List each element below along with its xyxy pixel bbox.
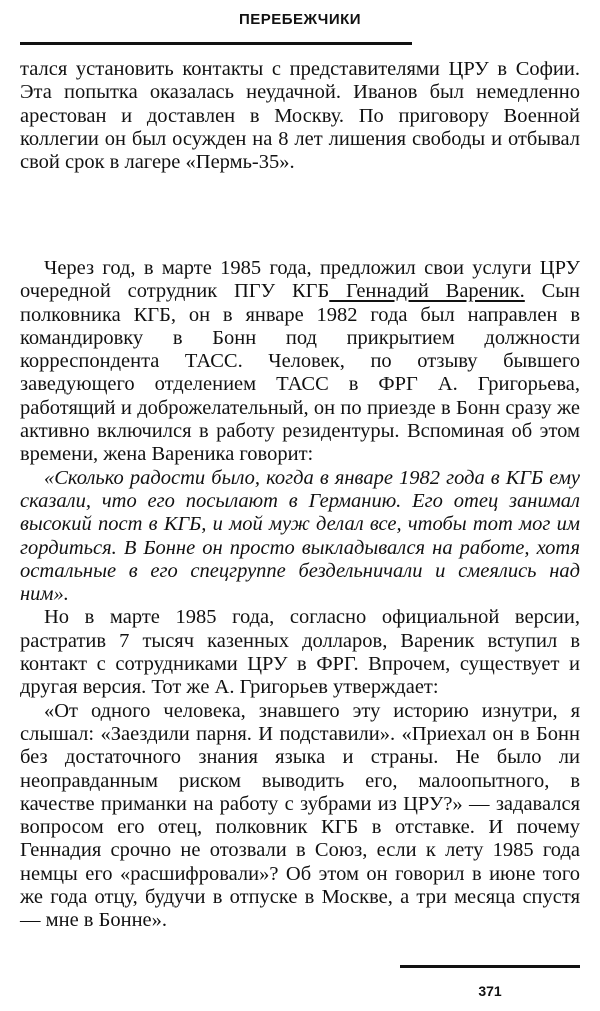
footer-rule xyxy=(400,965,580,968)
paragraph-varenik-intro-start: Через год, в марте 1985 года, предложил свои услуги ЦРУ очередной сотрудник ПГУ КГБ xyxy=(20,257,580,303)
paragraph-official-version: Но в марте 1985 года, согласно официальной версии, растратив 7 тысяч казенных долларов, Вареник вступил в контакт с сотрудниками ЦРУ в ФРГ. Впрочем, существует и другая версия. Тот же А. Григорьев утверждает: xyxy=(20,606,580,699)
paragraph-continuation: тался установить контакты с представителями ЦРУ в Софии. Эта попытка оказалась неудачной. Иванов был немедленно арестован и доставлен в Москву. По приговору Военной коллегии он был осужден на 8 лет лишения свободы и отбывал свой срок в лагере «Пермь-35». xyxy=(20,58,580,174)
running-title: ПЕРЕБЕЖЧИКИ xyxy=(238,11,362,28)
text-block-main xyxy=(20,257,580,933)
paragraph-varenik-intro xyxy=(20,257,580,467)
underlined-name: Геннадий Вареник. xyxy=(329,280,525,303)
paragraph-grigoriev-quote: «От одного человека, знавшего эту историю изнутри, я слышал: «Заездили парня. И подставили». «Приехал он в Бонн без достаточного знания языка и страны. Не было ли неоправданным риском выводить его, малоопытного, в качестве приманки на работу с зубрами из ЦРУ?» — задавался вопросом его отец, полковник КГБ в отставке. И почему Геннадия срочно не отозвали в Союз, если к лету 1985 года немцы его «расшифровали»? Об этом он говорил в июне того же года отцу, будучи в отпуске в Москве, а три месяца спустя — мне в Бонне». xyxy=(20,699,580,932)
page-number: 371 xyxy=(478,983,502,999)
text-block-top xyxy=(20,58,580,174)
paragraph-wife-quote: «Сколько радости было, когда в январе 1982 года в КГБ ему сказали, что его посылают в Германию. Его отец занимал высокий пост в КГБ, и мой муж делал все, чтобы тот мог им гордиться. В Бонне он просто выкладывался на работе, хотя остальные в его спецгруппе бездельничали и смеялись над ним». xyxy=(20,466,580,606)
paragraph-varenik-intro-rest: Сын полковника КГБ, он в январе 1982 года был направлен в командировку в Бонн под прикрытием должности корреспондента ТАСС. Человек, по отзыву бывшего заведующего отделением ТАСС в ФРГ А. Григорьева, работящий и доброжелательный, он по приезде в Бонн сразу же активно включился в работу резидентуры. Вспоминая об этом времени, жена Вареника говорит: xyxy=(20,280,581,466)
header-rule xyxy=(20,42,412,45)
